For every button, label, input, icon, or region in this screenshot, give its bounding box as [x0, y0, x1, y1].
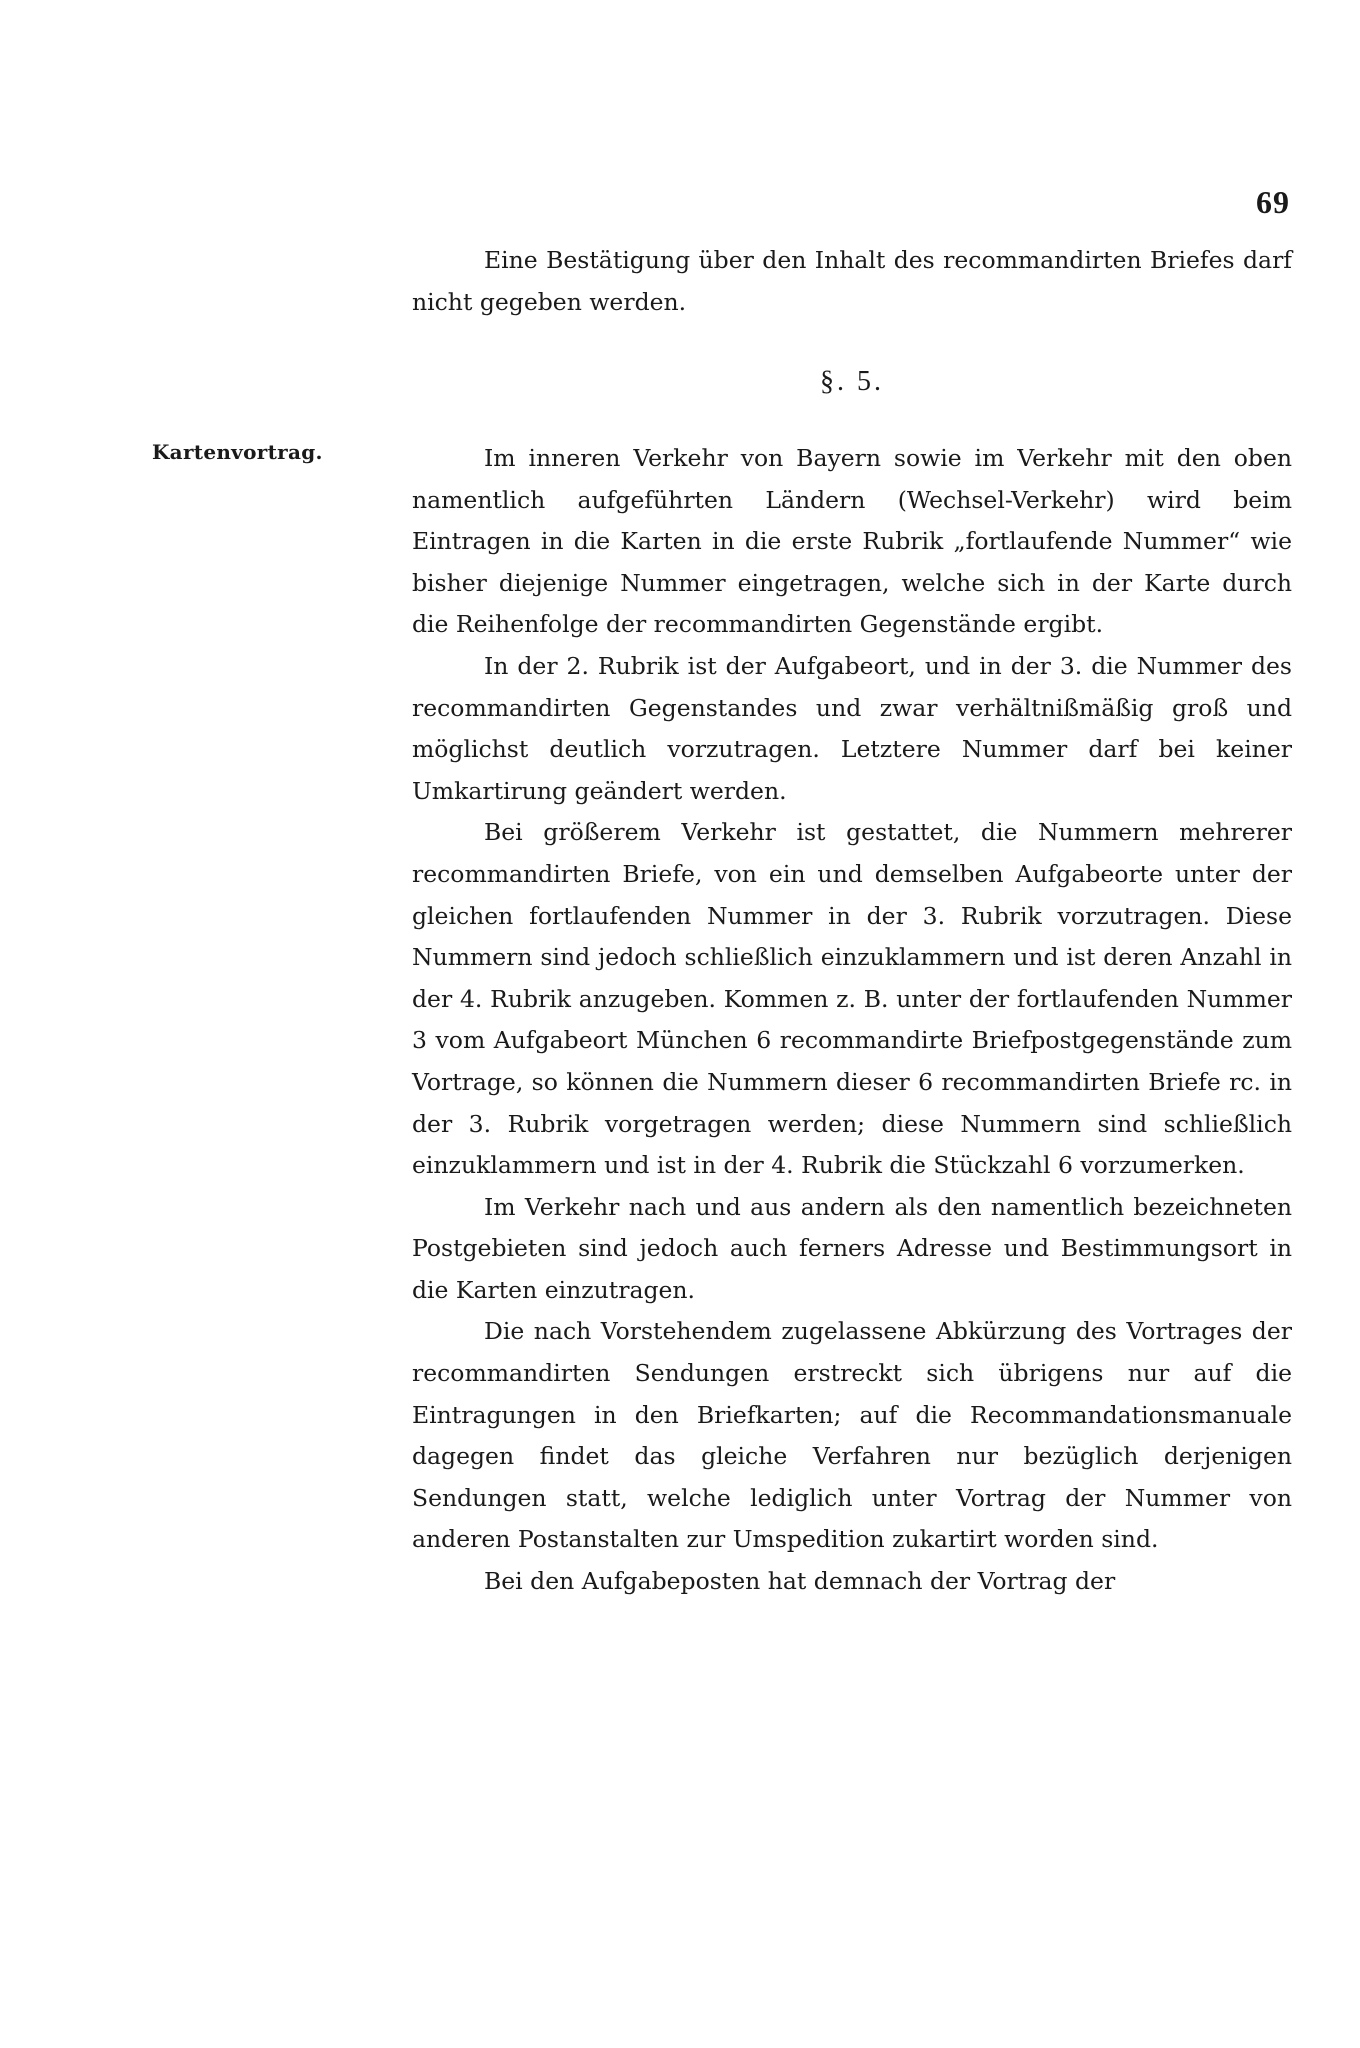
body-paragraph-1: Im inneren Verkehr von Bayern sowie im Verkehr mit den oben namentlich aufgeführten Ländern (Wechsel-Verkehr) wird beim Eintragen in die Karten in die erste Rubrik „fortlaufende Nummer“ wie bisher diejenige Nummer eingetragen, welche sich in der Karte durch die Reihenfolge der recommandirten Gegenstände ergibt. [412, 444, 1292, 639]
page-number: 69 [1256, 184, 1290, 220]
margin-note: Kartenvortrag. [152, 440, 323, 464]
body-paragraph-5: Die nach Vorstehendem zugelassene Abkürzung des Vortrages der recommandirten Sendungen erstreckt sich übrigens nur auf die Eintragungen in den Briefkarten; auf die Recommandationsmanuale dagegen findet das gleiche Verfahren nur bezüglich derjenigen Sendungen statt, welche lediglich unter Vortrag der Nummer von anderen Postanstalten zur Umspedition zukartirt worden sind. [412, 1317, 1292, 1554]
body-paragraph-6: Bei den Aufgabeposten hat demnach der Vortrag der [484, 1567, 1116, 1596]
opening-paragraph-block [412, 240, 1292, 323]
section-heading: §. 5. [820, 366, 884, 397]
section-body [412, 438, 1292, 1603]
body-paragraph-2: In der 2. Rubrik ist der Aufgabeort, und in der 3. die Nummer des recommandirten Gegenstandes und zwar verhältnißmäßig groß und möglichst deutlich vorzutragen. Letztere Nummer darf bei keiner Umkartirung geändert werden. [412, 651, 1292, 805]
opening-paragraph: Eine Bestätigung über den Inhalt des recommandirten Briefes darf nicht gegeben werden. [412, 246, 1292, 316]
body-paragraph-3: Bei größerem Verkehr ist gestattet, die Nummern mehrerer recommandirten Briefe, von ein und demselben Aufgabeorte unter der gleichen fortlaufenden Nummer in der 3. Rubrik vorzutragen. Diese Nummern sind jedoch schließlich einzuklammern und ist deren Anzahl in der 4. Rubrik anzugeben. Kommen z. B. unter der fortlaufenden Nummer 3 vom Aufgabeort München 6 recommandirte Briefpostgegenstände zum Vortrage, so können die Nummern dieser 6 recommandirten Briefe rc. in der 3. Rubrik vorgetragen werden; diese Nummern sind schließlich einzuklammern und ist in der 4. Rubrik die Stückzahl 6 vorzumerken. [412, 818, 1292, 1180]
body-paragraph-4: Im Verkehr nach und aus andern als den namentlich bezeichneten Postgebieten sind jedoch auch ferners Adresse und Bestimmungsort in die Karten einzutragen. [412, 1192, 1292, 1304]
